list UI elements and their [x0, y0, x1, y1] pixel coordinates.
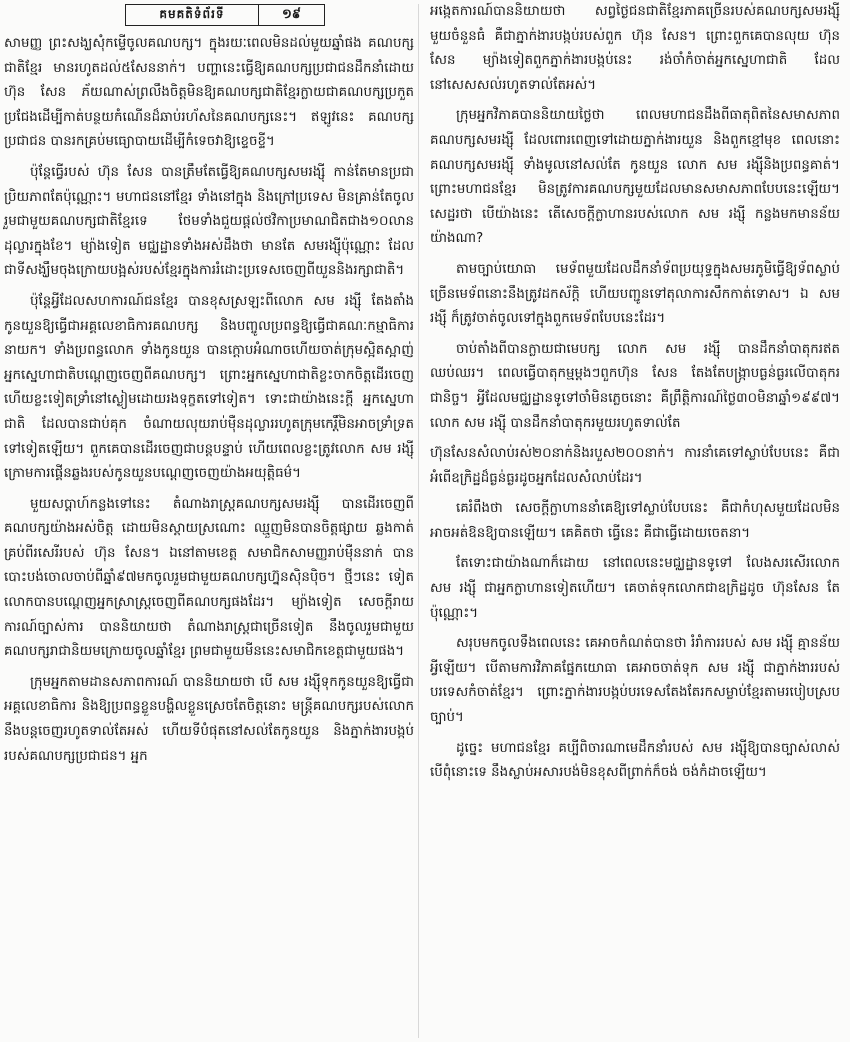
article-paragraph: ក្រុមអ្នកវិភាគបាននិយាយថ្លៃថា ពេលមហាជនដឹងពីធាតុពិតនៃសមាសភាពគណបក្សសមរង្ស៊ី ដែលពោរពេញទៅដោយភ្នាក់ងារយួន និងពួកខ្មៅមុខ ពេលនោះ គណបក្សសមរង្ស៊ី ទាំងមូលនៅសល់តែ កូនយួន លោក សម រង្ស៊ីនិងប្រពន្ធគាត់។ ព្រោះមហាជនខ្មែរ មិនត្រូវការគណបក្សមួយដែលមានសមាសភាពបែបនេះឡើយ។ សេដ្ឋរថា បើយ៉ាងនេះ តើសេចក្តីក្លាហានរបស់លោក សម រង្ស៊ី កន្លងមកមានន័យយ៉ាងណា?: [430, 108, 840, 247]
article-paragraph: ប៉ុន្តែធ្វើរបស់ ហ៊ុន សែន បានត្រឹមតែធ្វើឱ្យគណបក្សសមរង្ស៊ី កាន់តែមានប្រជាប្រិយភាពតែប៉ុណ្ណោះ។ មហាជននៅខ្មែរ ទាំងនៅក្នុង និងក្រៅប្រទេស មិនគ្រាន់តែចូលរួមជាមួយគណបក្សជាតិខ្មែរទេ ថែមទាំងជួយផ្តល់ថវិកាប្រមាណជិតជាង១០លានដុល្លារក្នុងខែ។ ម្យ៉ាងទៀត មជ្ឈដ្ឋានទាំងអស់ដឹងថា មានតែ សមរង្ស៊ីប៉ុណ្ណោះ ដែលជាទីសង្ឃឹមចុងក្រោយបង្អស់របស់ខ្មែរក្នុងការរំដោះប្រទេសចេញពីយួននិងរក្សាជាតិ។: [4, 164, 414, 279]
article-paragraph: ហ៊ុនសែនសំលាប់រស់២០នាក់និងរបួស២០០នាក់។ ការនាំគេទៅស្លាប់បែបនេះ គឺជាអំពើឧក្រិដ្ឋដ៏ធ្ងន់ធ្ងរដូចអ្នកដែលសំលាប់ដែរ។: [430, 446, 840, 486]
article-paragraph: មួយសប្តាហ៍កន្លងទៅនេះ តំណាងរាស្ត្រគណបក្សសមរង្ស៊ី បានដើរចេញពីគណបក្សយ៉ាងអស់ចិត្ត ដោយមិនស្តាយស្រណោះ ឈ្មួញមិនបានចិត្តផ្សាយ ឆ្លងកាត់ គ្រប់ពីរសេរីរបស់ ហ៊ុន សែន។ ឯនៅតាមខេត្ត សមាជិកសាមញ្ញរាប់ម៉ឺននាក់ បានបោះបង់ចោលចាប់ពីឆ្នាំ៩៧មកចូលរួមជាមួយគណបក្សហ្វ៊ុនស៊ិនប៉ិច។ ថ្មីៗនេះ ទៀត លោកបានបណ្តេញអ្នកស្រាស្ត្រចេញពីគណបក្សផងដែរ។ ម្យ៉ាងទៀត សេចក្តីរាយការណ៍ច្បាស់ការ បាននិយាយថា តំណាងរាស្ត្រជាច្រើនទៀត នឹងចូលរួមជាមួយគណបក្សរាជានិយមក្រោយចូលឆ្នាំខ្មែរ ព្រមជាមួយមីននេះសមាជិកខេត្តជាមួយផង។: [4, 496, 414, 660]
section-title: គមគតិទំព័រទី: [126, 5, 259, 25]
article-paragraph: ដូច្នេះ មហាជនខ្មែរ គប្បីពិចារណាមេដឹកនាំរបស់ សម រង្ស៊ីឱ្យបានច្បាស់លាស់ បើពុំនោះទេ នឹងស្លាប់អសារបង់មិនខុសពីព្រាក់ក៏ចង់ ចង់កំដាចឡើយ។: [430, 740, 840, 781]
article-paragraph: ប៉ុន្តែអ្វីដែលសហការណ៍ជនខ្មែរ បានខុសស្រឡះពីលោក សម រង្ស៊ី តែងតាំងកូនយួនឱ្យធ្វើជាអគ្គលេខាធិការគណបក្ស និងបញ្ចូលប្រពន្ធឱ្យធ្វើជាគណៈកម្មាធិការនាយក។ ទាំងប្រពន្ធលោក ទាំងកូនយួន បានក្តោបអំណាចហើយចាត់ក្រុមស្អិតស្អាញ់អ្នកស្នេហាជាតិបណ្តេញចេញពីគណបក្ស។ ព្រោះអ្នកស្នេហាជាតិខ្លះចាកចិត្តដើរចេញ ហើយខ្លះទៀតទ្រាំនៅស្ងៀមដោយរងទុក្ខតទៅទៀត។ ទោះជាយ៉ាងនេះក្តី អ្នកស្នេហាជាតិ ដែលបានជាប់គុក ចំណាយលុយរាប់ម៉ឺនដុល្លាររហូតក្រុមកេរ្តិ៍មិនអាចទ្រាំទ្រតទៅទៀតឡើយ។ ពួកគេបានដើរចេញជាបន្តបន្ទាប់ ហើយពេលខ្លះត្រូវលោក សម រង្ស៊ី ក្រោមការផ្គើនឆ្លងរបស់កូនយួនបណ្តេញចេញយ៉ាងអយុត្តិធម៌។: [4, 293, 414, 482]
left-column: [4, 32, 414, 775]
article-paragraph: សរុបមកចូលទឹងពេលនេះ គេអាចកំណត់បានថា រំរាំការរបស់ សម រង្ស៊ី គ្មានន័យអ្វីឡើយ។ បើតាមការវិភាគផ្នែកយោធា គេអាចចាត់ទុក សម រង្ស៊ី ជាភ្នាក់ងាររបស់បរទេសកំចាត់ខ្មែរ។ ព្រោះភ្នាក់ងារបង្កប់បរទេសតែងតែរកសម្លាប់ខ្មែរតាមរបៀបស្របច្បាប់។: [430, 636, 840, 726]
right-column: [430, 0, 840, 792]
article-paragraph: គេរំពឹងថា សេចក្តីក្លាហាននាំគេឱ្យទៅស្លាប់បែបនេះ គឺជាកំហុសមួយដែលមិនអាចអត់ឱនឱ្យបានឡើយ។ គេគិតថា ធ្វើនេះ គឺជាធ្វើដោយចេតនា។: [430, 501, 840, 541]
article-paragraph: តាមច្បាប់យោធា មេទ័ពមួយដែលដឹកនាំទ័ពប្រយុទ្ធក្នុងសមរភូមិធ្វើឱ្យទ័ពស្លាប់ច្រើនមេទ័ពនោះនឹងត្រូវដកស័ក្តិ ហើយបញ្ជូនទៅតុលាការសឹកកាត់ទោស។ ឯ សម រង្ស៊ី ក៏ត្រូវចាត់ចូលទៅក្នុងពួកមេទ័ពបែបនេះដែរ។: [430, 261, 840, 327]
article-paragraph: តែទោះជាយ៉ាងណាក៏ដោយ នៅពេលនេះមជ្ឈដ្ឋានទូទៅ លែងសរសើរលោក សម រង្ស៊ី ជាអ្នកក្លាហានទៀតហើយ។ គេចាត់ទុកលោកជាឧក្រិដ្ឋដូច ហ៊ុនសែន តែប៉ុណ្ណោះ។: [430, 556, 840, 621]
column-divider: [418, 4, 419, 1038]
article-paragraph: ចាប់តាំងពីបានក្លាយជាមេបក្ស លោក សម រង្ស៊ី បានដឹកនាំបាតុករឥតឈប់ឈរ។ ពេលធ្វើបាតុកម្មម្តងៗពួកហ៊ុន សែន តែងតែបង្ក្រាបធ្ងន់ធ្ងរលើបាតុករជានិច្ច។ អ្វីដែលមជ្ឈដ្ឋានទូទៅចាំមិនភ្លេចនោះ គឺព្រឹត្តិការណ៍ថ្ងៃ៣០មិនាឆ្នាំ១៩៩៧។ លោក សម រង្ស៊ី បានដឹកនាំបាតុករមួយរហូតទាល់តែ: [430, 341, 840, 431]
article-paragraph: សាមញ្ញ ព្រះសង្ឃសុំកម្ទើចូលគណបក្ស។ ក្នុងរយៈពេលមិនដល់មួយឆ្នាំផង គណបក្សជាតិខ្មែរ មានរហូតដល់៥សែននាក់។ បញ្ហានេះធ្វើឱ្យគណបក្សប្រជាជនដឹកនាំដោយ ហ៊ុន សែន ភ័យណាស់ព្រលឹងចិត្តមិនឱ្យគណបក្សជាតិខ្មែរក្លាយជាគណបក្សប្រកួតប្រជែងដើម្បីកាត់បន្ថយកំណើនដ៏ឆាប់រហ័សនៃគណបក្សនេះ។ ឥឡូវនេះ គណបក្សប្រជាជន បានរកគ្រប់មធ្យោបាយដើម្បីកំទេចវាឱ្យខ្ទេចខ្ទី។: [4, 36, 414, 150]
page-number: ១៩: [281, 6, 302, 22]
page-header-box: [125, 4, 325, 26]
article-paragraph: អង្កេតការណ៍បាននិយាយថា សព្វថ្ងៃជនជាតិខ្មែរភាគច្រើនរបស់គណបក្សសមរង្ស៊ី មួយចំនួនធំ គឺជាភ្នាក់ងារបង្កប់របស់ពួក ហ៊ុន សែន។ ព្រោះពួកគេបានលុយ ហ៊ុន សែន ម្យ៉ាងទៀតពួកភ្នាក់ងារបង្កប់នេះ រង់ចាំកំចាត់អ្នកស្នេហាជាតិ ដែលនៅសេសសល់រហូតទាល់តែអស់។: [430, 4, 840, 93]
article-paragraph: ក្រុមអ្នកតាមដានសភាពការណ៍ បាននិយាយថា បើ សម រង្ស៊ីទុកកូនយួនឱ្យធ្វើជាអគ្គលេខាធិការ និងឱ្យប្រពន្ធខ្លួនបង្ហិលខ្លួនស្រេចតែចិត្តនោះ មន្ត្រីគណបក្សរបស់លោក នឹងបន្តចេញរហូតទាល់តែអស់ ហើយទីបំផុតនៅសល់តែកូនយួន និងភ្នាក់ងារបង្កប់របស់គណបក្សប្រជាជន។ អ្នក: [4, 674, 414, 764]
